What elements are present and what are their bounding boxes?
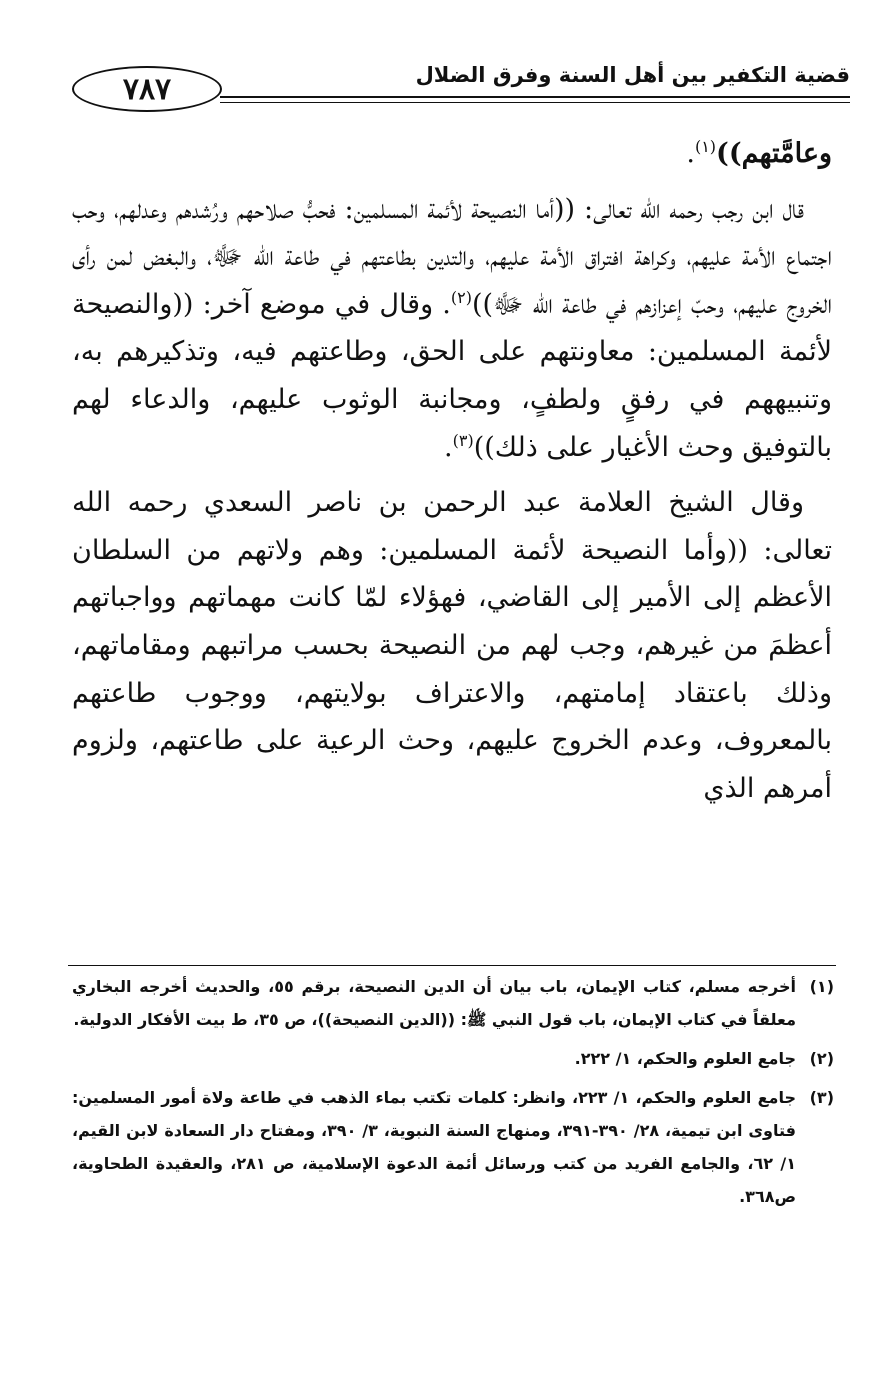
paragraph-2-part-a: قال ابن رجب رحمه الله تعالى: ((أما النصيحة لأئمة المسلمين: فحبُّ صلاحهم ورُشدهم وعدلهم، وحب اجتماع الأمة عليهم، وكراهة افتراق الأمة عليهم، والتدين بطاعتهم في طاعة الله ﷻ، والبغض لمن رأى الخروج عليهم، وحبّ إعزازهم في طاعة الله ﷻ))	[72, 193, 832, 320]
footnote-1	[72, 970, 834, 1036]
footnote-ref-3: (٣)	[452, 430, 474, 450]
footnote-text: جامع العلوم والحكم، ١/ ٢٢٢.	[574, 1049, 796, 1068]
header-rule-thin	[220, 102, 850, 103]
footnote-number: (١)	[809, 977, 834, 996]
paragraph-3: وقال الشيخ العلامة عبد الرحمن بن ناصر السعدي رحمه الله تعالى: ((وأما النصيحة لأئمة المسلمين: وهم ولاتهم من السلطان الأعظم إلى الأمير إلى القاضي، فهؤلاء لمّا كانت مهماتهم وواجباتهم أعظمَ من غيرهم، وجب لهم من النصيحة بحسب مراتبهم ومقاماتهم، وذلك باعتقاد إمامتهم، والاعتراف بولايتهم، ووجوب طاعتهم بالمعروف، وعدم الخروج عليهم، وحث الرعية على طاعتهم، ولزوم أمرهم الذي	[72, 487, 832, 804]
footnote-separator	[68, 965, 836, 966]
footnote-text: جامع العلوم والحكم، ١/ ٢٢٣، وانظر: كلمات تكتب بماء الذهب في طاعة ولاة أمور المسلمين: فتاوى ابن تيمية، ٢٨/ ٣٩٠-٣٩١، ومنهاج السنة النبوية، ٣/ ٣٩٠، ومفتاح دار السعادة لابن القيم، ١/ ٦٢، والجامع الفريد من كتب ورسائل أئمة الدعوة الإسلامية، ص ٢٨١، والعقيدة الطحاوية، ص٣٦٨.	[72, 1088, 797, 1206]
footnote-number: (٣)	[809, 1088, 834, 1107]
paragraph-2	[72, 186, 832, 472]
paragraph-2-part-b: . وقال في موضع آخر: ((والنصيحة لأئمة المسلمين: معاونتهم على الحق، وطاعتهم فيه، وتذكيرهم به، وتنبيههم في رفقٍ ولطفٍ، ومجانبة الوثوب عليهم، والدعاء لهم بالتوفيق وحث الأغيار على ذلك))	[72, 288, 832, 463]
footnote-ref-2: (٢)	[450, 287, 472, 307]
footnote-2	[72, 1042, 834, 1075]
paragraph-1-end: .	[686, 138, 695, 169]
footnote-ref-1: (١)	[694, 137, 717, 156]
paragraph-1	[72, 130, 832, 178]
footnotes	[72, 970, 834, 1219]
page-number: ٧٨٧	[72, 66, 222, 112]
footnote-text: أخرجه مسلم، كتاب الإيمان، باب بيان أن الدين النصيحة، برقم ٥٥، والحديث أخرجه البخاري معلقاً في كتاب الإيمان، باب قول النبي ﷺ: ((الدين النصيحة))، ص ٣٥، ط بيت الأفكار الدولية.	[72, 977, 796, 1029]
running-title: قضية التكفير بين أهل السنة وفرق الضلال	[406, 58, 850, 92]
paragraph-2-end: .	[444, 431, 453, 463]
header-rule	[220, 96, 850, 98]
footnote-3	[72, 1081, 834, 1213]
page-header	[60, 58, 850, 120]
footnote-number: (٢)	[809, 1049, 834, 1068]
paragraph-1-text: وعامَّتهم))	[716, 138, 832, 169]
main-text	[72, 130, 832, 812]
